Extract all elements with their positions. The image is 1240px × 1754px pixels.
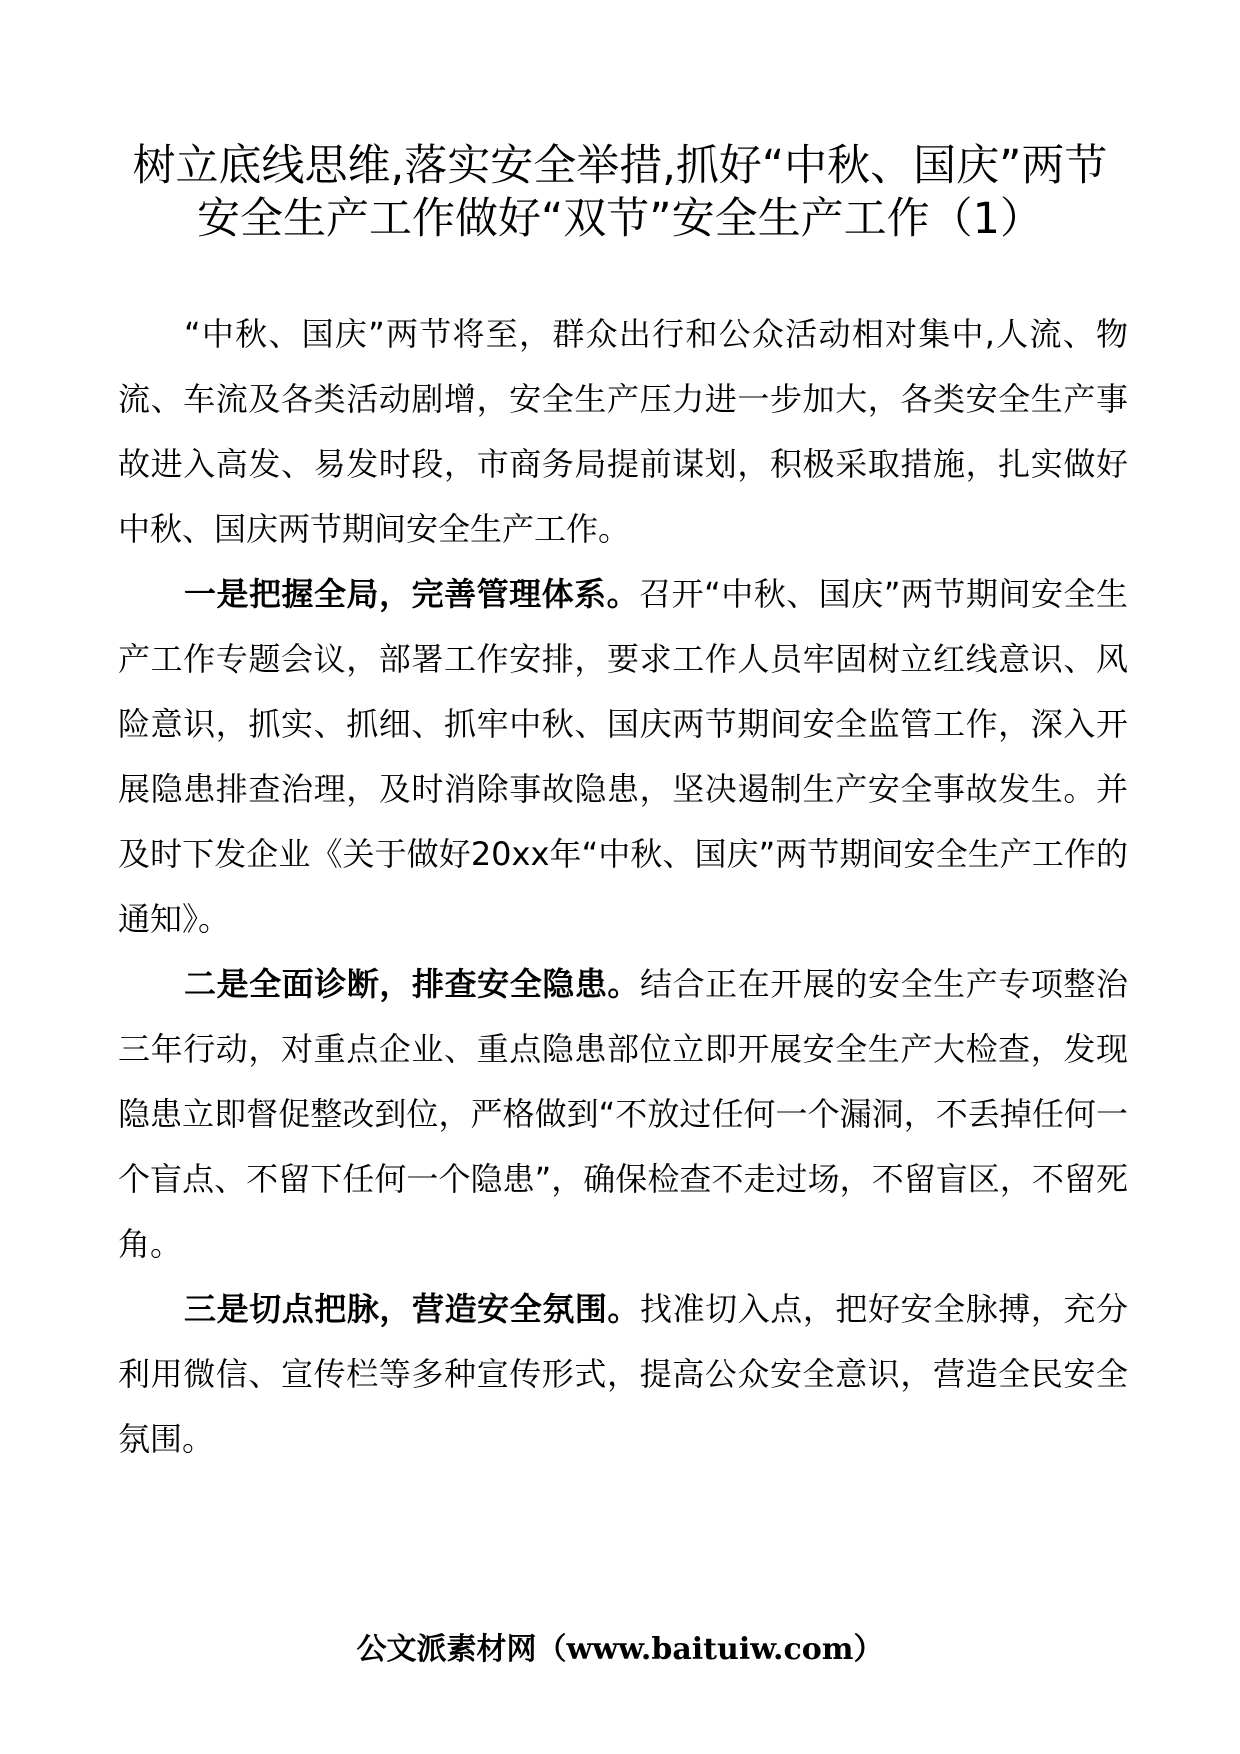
document-body bbox=[118, 302, 1128, 1472]
paragraph-point-2 bbox=[118, 952, 1128, 1277]
paragraph-text: 召开“中秋、国庆”两节期间安全生产工作专题会议，部署工作安排，要求工作人员牢固树立红线意识、风险意识，抓实、抓细、抓牢中秋、国庆两节期间安全监管工作，深入开展隐患排查治理，及时消除事故隐患，坚决遏制生产安全事故发生。并及时下发企业《关于做好20xx年“中秋、国庆”两节期间安全生产工作的通知》。 bbox=[118, 575, 1128, 938]
paragraph-point-1 bbox=[118, 562, 1128, 952]
paragraph-intro bbox=[118, 302, 1128, 562]
source-footer: 公文派素材网（www.baituiw.com） bbox=[356, 1632, 884, 1667]
paragraph-lead: 一是把握全局，完善管理体系。 bbox=[184, 575, 640, 613]
paragraph-lead: 二是全面诊断，排查安全隐患。 bbox=[184, 965, 640, 1003]
paragraph-text: 结合正在开展的安全生产专项整治三年行动，对重点企业、重点隐患部位立即开展安全生产大检查，发现隐患立即督促整改到位，严格做到“不放过任何一个漏洞，不丢掉任何一个盲点、不留下任何一个隐患”，确保检查不走过场，不留盲区，不留死角。 bbox=[118, 965, 1128, 1263]
paragraph-point-3 bbox=[118, 1277, 1128, 1472]
paragraph-text: 找准切入点，把好安全脉搏，充分利用微信、宣传栏等多种宣传形式，提高公众安全意识，营造全民安全氛围。 bbox=[118, 1290, 1128, 1458]
paragraph-lead: 三是切点把脉，营造安全氛围。 bbox=[184, 1290, 640, 1328]
document-title: 树立底线思维,落实安全举措,抓好“中秋、国庆”两节安全生产工作做好“双节”安全生产工作（1） bbox=[132, 141, 1108, 244]
paragraph-text: “中秋、国庆”两节将至，群众出行和公众活动相对集中,人流、物流、车流及各类活动剧增，安全生产压力进一步加大，各类安全生产事故进入高发、易发时段，市商务局提前谋划，积极采取措施，扎实做好中秋、国庆两节期间安全生产工作。 bbox=[118, 315, 1128, 548]
